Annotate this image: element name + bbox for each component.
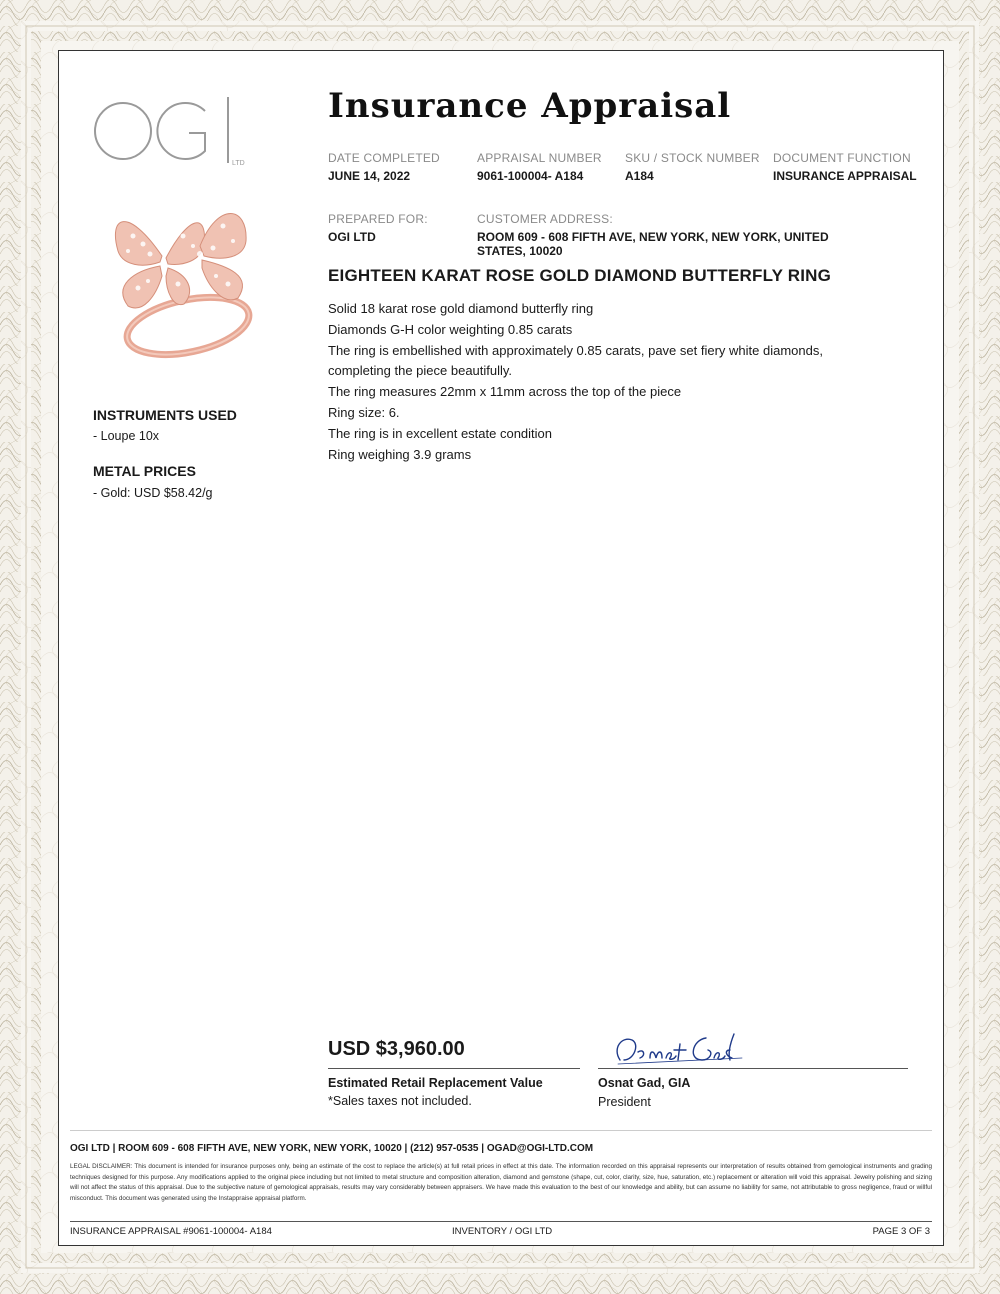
metal-prices-value: - Gold: USD $58.42/g [93, 486, 213, 500]
prepared-for-label: PREPARED FOR: [328, 212, 428, 226]
company-contact: OGI LTD | ROOM 609 - 608 FIFTH AVE, NEW YORK, NEW YORK, 10020 | (212) 957-0535 | OGAD@OGI-LTD.COM [70, 1143, 594, 1154]
item-title: EIGHTEEN KARAT ROSE GOLD DIAMOND BUTTERFLY RING [328, 266, 832, 285]
appraisal-number-label: APPRAISAL NUMBER [477, 151, 602, 165]
prepared-for-value: OGI LTD [328, 230, 376, 244]
ring-photo [88, 196, 278, 376]
sales-tax-note: *Sales taxes not included. [328, 1094, 472, 1108]
description-line: The ring is embellished with approximately 0.85 carats, pave set fiery white diamonds, [328, 342, 823, 358]
appraisal-number-value: 9061-100004- A184 [477, 169, 584, 183]
description-line: Ring weighing 3.9 grams [328, 446, 472, 462]
inventory-label: INVENTORY / OGI LTD [452, 1226, 553, 1237]
signer-name: Osnat Gad, GIA [598, 1076, 691, 1090]
value-divider [328, 1068, 580, 1069]
signature-line [598, 1068, 908, 1069]
description-line: Ring size: 6. [328, 404, 400, 420]
footer-divider [70, 1221, 932, 1222]
instruments-value: - Loupe 10x [93, 429, 160, 443]
customer-address-line1: ROOM 609 - 608 FIFTH AVE, NEW YORK, NEW YORK, UNITED [477, 230, 829, 244]
description-line: completing the piece beautifully. [328, 363, 513, 379]
page-number: PAGE 3 OF 3 [872, 1226, 930, 1237]
legal-disclaimer: LEGAL DISCLAIMER: This document is intended for insurance purposes only, being an estimate of the cost to replace the article(s) at full retail prices in effect at this date. The information recorded on this appraisal represents our interpretation of results obtained from gemological instruments and grading techniques designed for this purpose. Any modifications applied to the original piece including but not limited to metal structure and composition alteration, diamond and gemstone (shape, cut, color, clarity, size, hue, saturation, etc.) replacement or alteration will void this appraisal. Jewelry polishing and sizing will not affect the status of this appraisal. Due to the subjective nature of gemological appraisals, results may vary considerably between appraisers. We have made this evaluation to the best of our knowledge and ability, but can assume no liability for same, not attributable to gross negligence, fraud or willful misconduct. This document was generated using the Instappraise appraisal platform. [70, 1163, 932, 1202]
appraisal-reference: INSURANCE APPRAISAL #9061-100004- A184 [70, 1226, 272, 1237]
footer-divider [70, 1130, 932, 1131]
description-line: Solid 18 karat rose gold diamond butterfly ring [328, 301, 594, 316]
replacement-value: USD $3,960.00 [328, 1038, 465, 1060]
description-line: Diamonds G-H color weighting 0.85 carats [328, 321, 573, 337]
document-function-value: INSURANCE APPRAISAL [773, 169, 917, 183]
date-completed-label: DATE COMPLETED [328, 151, 440, 165]
date-completed-value: JUNE 14, 2022 [328, 169, 411, 183]
sku-value: A184 [625, 169, 654, 183]
ogi-logo [93, 93, 253, 173]
customer-address-label: CUSTOMER ADDRESS: [477, 212, 613, 226]
customer-address-line2: STATES, 10020 [477, 244, 563, 258]
sku-label: SKU / STOCK NUMBER [625, 151, 760, 165]
replacement-value-label: Estimated Retail Replacement Value [328, 1076, 543, 1090]
document-function-label: DOCUMENT FUNCTION [773, 151, 911, 165]
signature [610, 1030, 750, 1070]
signer-role: President [598, 1095, 651, 1109]
description-line: The ring measures 22mm x 11mm across the top of the piece [328, 384, 682, 400]
description-line: The ring is in excellent estate condition [328, 425, 553, 441]
page-title: Insurance Appraisal [328, 86, 732, 126]
instruments-heading: INSTRUMENTS USED [93, 407, 237, 423]
item-description [328, 299, 888, 465]
metal-prices-heading: METAL PRICES [93, 463, 196, 479]
svg-text:LTD: LTD [232, 160, 245, 167]
